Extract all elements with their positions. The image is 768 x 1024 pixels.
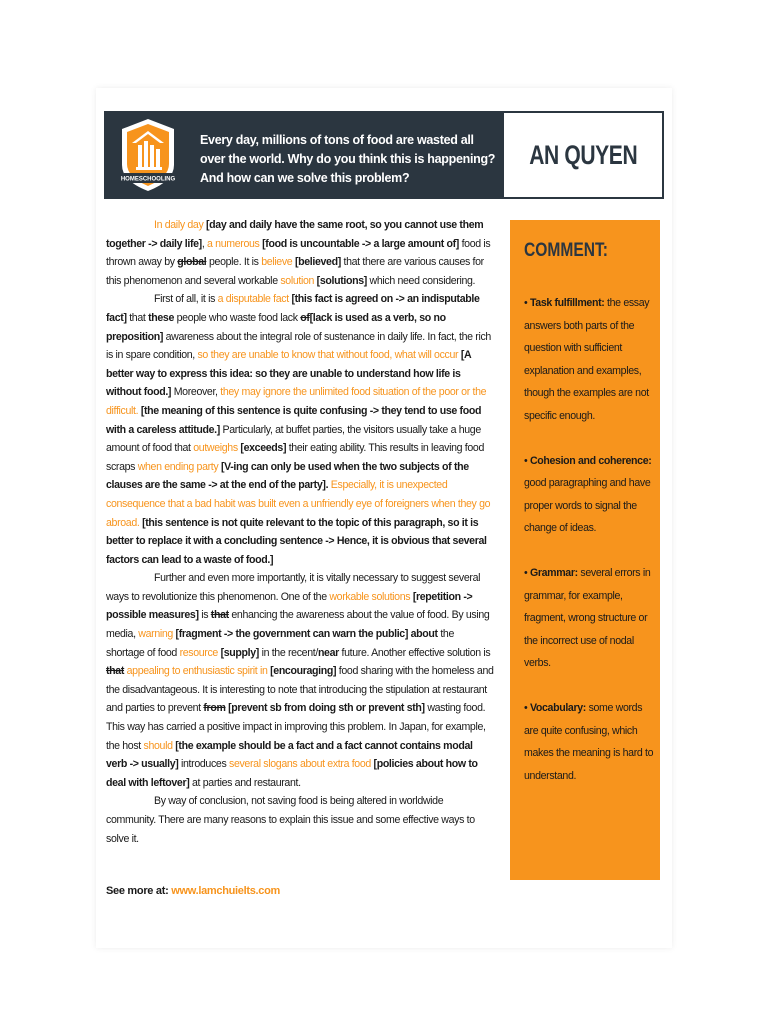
- essay-text: Moreover,: [173, 386, 218, 399]
- highlighted-error: outweighs: [193, 442, 238, 455]
- comment-list: [524, 292, 654, 809]
- essay-text: Further and even more importantly, it is vitally necessary to suggest several ways to revolutionize this phenomenon. One of the: [106, 572, 481, 603]
- essay-paragraph-2: [106, 290, 494, 569]
- comment-label: Cohesion and coherence:: [529, 454, 652, 467]
- essay-text: food sharing with the homeless and the disadvantageous. It is interesting to note that introducing the stipulation at restaurant and parties to prevent: [106, 665, 494, 715]
- essay-text: people. It is: [208, 256, 259, 269]
- correction: [this sentence is not quite relevant to the topic of this paragraph, so it is better to replace it with a concluding sentence -> Hence, it is obvious that several factors can lead to a waste of food.]: [106, 516, 487, 566]
- highlighted-error: resource: [179, 646, 218, 659]
- comment-label: Grammar:: [529, 566, 578, 579]
- struck-word: of: [300, 311, 310, 324]
- correction: [the example should be a fact and a fact cannot contains modal verb -> usually]: [106, 739, 473, 771]
- comment-panel: [510, 220, 660, 880]
- correction: [prevent sb from doing sth or prevent sth]: [228, 702, 425, 715]
- see-more-label: See more at:: [106, 885, 169, 897]
- essay-question: Every day, millions of tons of food are wasted all over the world. Why do you think this is happening? And how can we solve this problem?: [200, 133, 496, 185]
- see-more-footer: [106, 885, 280, 897]
- essay-text: wasting food. This way has carried a positive impact in improving this problem. In Japan, for example, the host: [106, 702, 486, 752]
- essay-text: which need considering.: [369, 274, 476, 287]
- correction: [encouraging]: [270, 665, 337, 678]
- highlighted-error: believe: [261, 256, 293, 269]
- essay-text: enhancing the awareness about the value of food. By using media,: [106, 609, 490, 641]
- correction: [the meaning of this sentence is quite confusing -> they tend to use food with a careless attitude.]: [106, 404, 482, 436]
- highlighted-error: several slogans about extra food: [229, 758, 371, 771]
- header-banner: [104, 111, 502, 199]
- comment-label: Task fulfillment:: [529, 297, 605, 309]
- correction: [repetition -> possible measures]: [106, 590, 473, 622]
- essay-text: First of all, it is: [154, 293, 216, 306]
- essay-body: [106, 216, 494, 848]
- correction: [food is uncountable -> a large amount of]: [262, 237, 459, 250]
- highlighted-error: workable solutions: [329, 590, 411, 603]
- highlighted-error: Especially, it is unexpected consequence that a bad habit was built even a unfriendly eye of foreigners when they go abroad.: [106, 479, 491, 529]
- essay-text: introduces: [181, 758, 227, 771]
- correction: [solutions]: [316, 274, 367, 287]
- highlighted-error: should: [143, 739, 173, 752]
- highlighted-error: solution: [280, 274, 315, 287]
- highlighted-error: a numerous: [207, 237, 260, 250]
- correction: near: [317, 646, 339, 659]
- essay-text: Particularly, at buffet parties, the visitors usually take a huge amount of food that: [106, 423, 481, 455]
- essay-paragraph-4: By way of conclusion, not saving food is being altered in worldwide community. There are many reasons to explain this issue and some effective ways to solve it.: [106, 795, 475, 845]
- essay-text: their eating ability. This results in leaving food scraps: [106, 442, 484, 473]
- correction: [A better way to express this idea: so they are unable to understand how life is without food.]: [106, 349, 471, 399]
- logo-text: HOMESCHOOLING: [120, 176, 176, 183]
- correction: [day and daily have the same root, so you cannot use them together -> daily life]: [106, 219, 484, 250]
- correction: [fragment -> the government can warn the public]: [175, 628, 409, 641]
- essay-text: people who waste food lack: [176, 311, 298, 324]
- website-link[interactable]: www.lamchuielts.com: [171, 885, 281, 897]
- highlighted-error: a disputable fact: [217, 293, 289, 306]
- correction: [supply]: [220, 646, 259, 659]
- essay-text: food is thrown away by: [106, 237, 491, 269]
- essay-text: that: [129, 311, 146, 324]
- author-name: AN QUYEN: [528, 139, 638, 170]
- correction: [believed]: [294, 256, 341, 269]
- highlighted-error: when ending party: [137, 460, 219, 473]
- author-box: [502, 111, 664, 199]
- essay-text: is: [201, 609, 209, 622]
- comment-item-task-fulfillment: • Task fulfillment: the essay answers both parts of the question with sufficient explanation and examples, though the examples are not specific enough.: [524, 297, 650, 422]
- essay-paragraph-1: [106, 216, 494, 290]
- essay-text: awareness about the integral role of sustenance in daily life. In fact, the rich is in spare condition,: [106, 330, 491, 362]
- correction: [exceeds]: [240, 442, 287, 455]
- comment-text: good paragraphing and have proper words to signal the change of ideas.: [524, 477, 651, 535]
- struck-word: that: [210, 609, 229, 622]
- highlighted-error: appealing to enthusiastic spirit in: [126, 665, 268, 678]
- correction: [V-ing can only be used when the two subjects of the clauses are the same -> at the end of the party].: [106, 460, 469, 492]
- essay-text: at parties and restaurant.: [192, 776, 301, 789]
- essay-text: in the recent/: [261, 646, 318, 659]
- comment-item-cohesion: • Cohesion and coherence: good paragraphing and have proper words to signal the change of ideas.: [524, 454, 652, 535]
- essay-paragraph-3: [106, 569, 494, 792]
- struck-word: from: [203, 702, 226, 715]
- correction: these: [148, 311, 175, 324]
- comment-text: the essay answers both parts of the question with sufficient explanation and examples, though the examples are not specific enough.: [524, 297, 650, 422]
- highlighted-error: so they are unable to know that without food, what will occur: [197, 349, 459, 362]
- essay-text: ,: [201, 237, 205, 250]
- struck-word: global: [177, 256, 207, 269]
- comment-label: Vocabulary:: [529, 701, 586, 714]
- comment-item-grammar: • Grammar: several errors in grammar, for example, fragment, wrong structure or the incorrect use of nodal verbs.: [524, 566, 651, 670]
- highlighted-error: they may ignore the unlimited food situation of the poor or the difficult.: [106, 386, 487, 417]
- comment-item-vocabulary: • Vocabulary: some words are quite confusing, which makes the meaning is hard to understand.: [524, 701, 654, 782]
- comment-text: several errors in grammar, for example, fragment, wrong structure or the incorrect use of nodal verbs.: [524, 566, 651, 670]
- struck-word: that: [106, 665, 125, 678]
- homeschooling-logo: [118, 115, 178, 195]
- essay-text: that there are various causes for this phenomenon and several workable: [106, 256, 484, 287]
- essay-text: the shortage of food: [106, 628, 454, 659]
- correction: [lack is used as a verb, so no preposition]: [106, 311, 446, 343]
- correction: [policies about how to deal with leftover]: [106, 758, 478, 789]
- highlighted-error: warning: [138, 628, 173, 641]
- correction: about: [410, 628, 438, 641]
- essay-text: future. Another effective solution is: [341, 646, 491, 659]
- highlighted-error: In daily day: [154, 219, 204, 231]
- header: [104, 111, 664, 199]
- comment-text: some words are quite confusing, which makes the meaning is hard to understand.: [524, 701, 654, 782]
- correction: [this fact is agreed on -> an indisputable fact]: [106, 293, 480, 324]
- comment-title: COMMENT:: [524, 240, 608, 261]
